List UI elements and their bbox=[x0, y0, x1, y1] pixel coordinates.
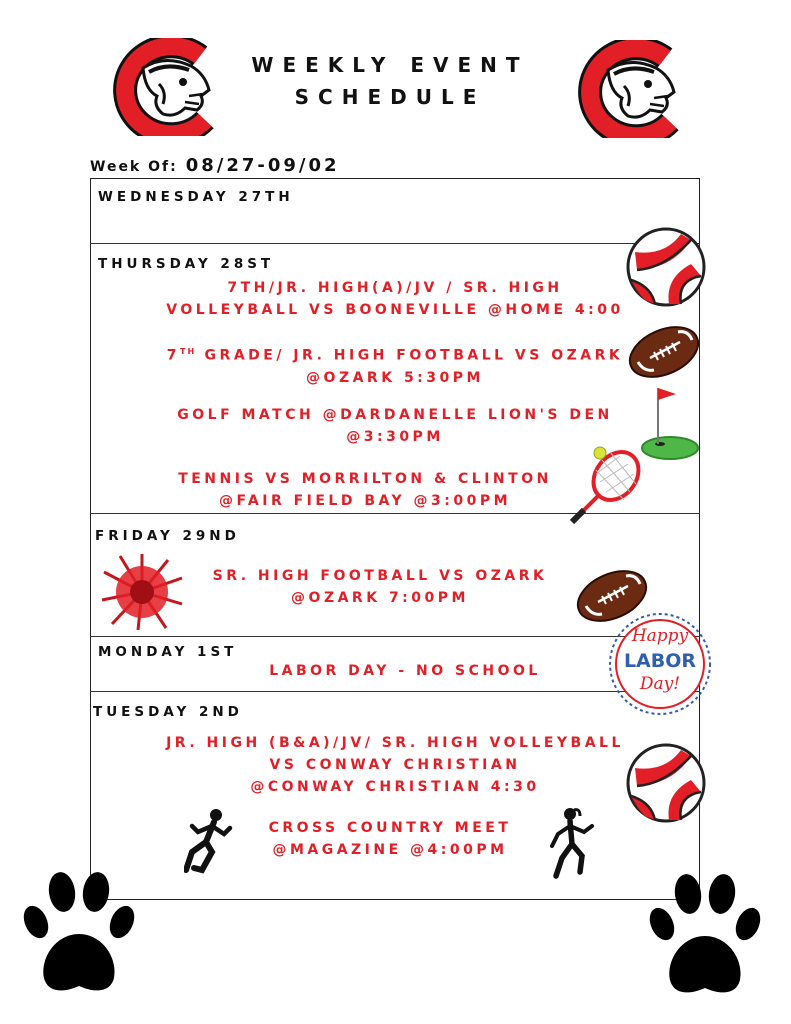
event-text: GRADE/ JR. HIGH FOOTBALL VS OZARK bbox=[196, 347, 624, 364]
volleyball-icon bbox=[625, 742, 707, 824]
event-line: @OZARK 5:30PM bbox=[306, 369, 484, 386]
event-line: @FAIR FIELD BAY @3:00PM bbox=[218, 493, 512, 509]
runner-icon bbox=[548, 806, 596, 880]
event-line: JR. HIGH (B&A)/JV/ SR. HIGH VOLLEYBALL bbox=[166, 735, 624, 751]
day-wednesday: WEDNESDAY 27TH bbox=[98, 189, 294, 205]
event-line: VOLLEYBALL VS BOONEVILLE @HOME 4:00 bbox=[166, 302, 624, 318]
title-line-2: SCHEDULE bbox=[294, 85, 486, 109]
event-cross-country bbox=[85, 817, 695, 861]
event-line: @MAGAZINE @4:00PM bbox=[272, 842, 508, 858]
event-volleyball-conway bbox=[90, 732, 700, 798]
event-volleyball-booneville bbox=[90, 277, 700, 321]
event-golf-match bbox=[90, 404, 700, 448]
event-line: CROSS COUNTRY MEET bbox=[268, 820, 512, 836]
event-line bbox=[90, 341, 700, 367]
badge-line-1: Happy bbox=[631, 626, 689, 646]
event-football-ozark bbox=[90, 341, 700, 389]
event-line: @CONWAY CHRISTIAN 4:30 bbox=[250, 779, 540, 795]
event-prefix: 7 bbox=[166, 347, 181, 364]
week-dates: 08/27-09/02 bbox=[185, 155, 340, 176]
paw-print-icon bbox=[22, 870, 136, 998]
day-tuesday: TUESDAY 2ND bbox=[93, 704, 243, 720]
event-line: @OZARK 7:00PM bbox=[291, 590, 469, 606]
divider bbox=[90, 243, 700, 244]
tennis-racket-icon bbox=[566, 444, 646, 526]
week-label: Week Of: bbox=[90, 159, 178, 175]
day-monday: MONDAY 1ST bbox=[98, 644, 238, 660]
pom-pom-icon bbox=[98, 552, 186, 632]
runner-icon bbox=[184, 808, 234, 876]
cougar-logo-icon bbox=[570, 40, 682, 138]
event-line: TENNIS VS MORRILTON & CLINTON bbox=[178, 471, 552, 487]
event-line: 7TH/JR. HIGH(A)/JV / SR. HIGH bbox=[227, 280, 563, 296]
day-thursday: THURSDAY 28ST bbox=[98, 256, 275, 272]
day-friday: FRIDAY 29ND bbox=[95, 528, 240, 544]
football-icon bbox=[626, 322, 702, 382]
event-line: GOLF MATCH @DARDANELLE LION'S DEN bbox=[177, 407, 613, 423]
page-title bbox=[200, 50, 580, 112]
labor-day-badge-icon bbox=[608, 612, 712, 716]
badge-line-2: LABOR bbox=[623, 650, 697, 672]
title-line-1: WEEKLY EVENT bbox=[251, 53, 529, 77]
golf-flag-icon bbox=[638, 384, 700, 462]
volleyball-icon bbox=[625, 226, 707, 308]
event-line: @3:30PM bbox=[346, 429, 444, 445]
event-line: LABOR DAY - NO SCHOOL bbox=[269, 663, 541, 679]
event-line: SR. HIGH FOOTBALL VS OZARK bbox=[212, 568, 548, 584]
badge-line-3: Day! bbox=[639, 674, 681, 694]
week-of bbox=[90, 155, 340, 176]
event-line: VS CONWAY CHRISTIAN bbox=[269, 757, 521, 773]
event-sup: TH bbox=[180, 347, 197, 356]
paw-print-icon bbox=[648, 872, 762, 1000]
